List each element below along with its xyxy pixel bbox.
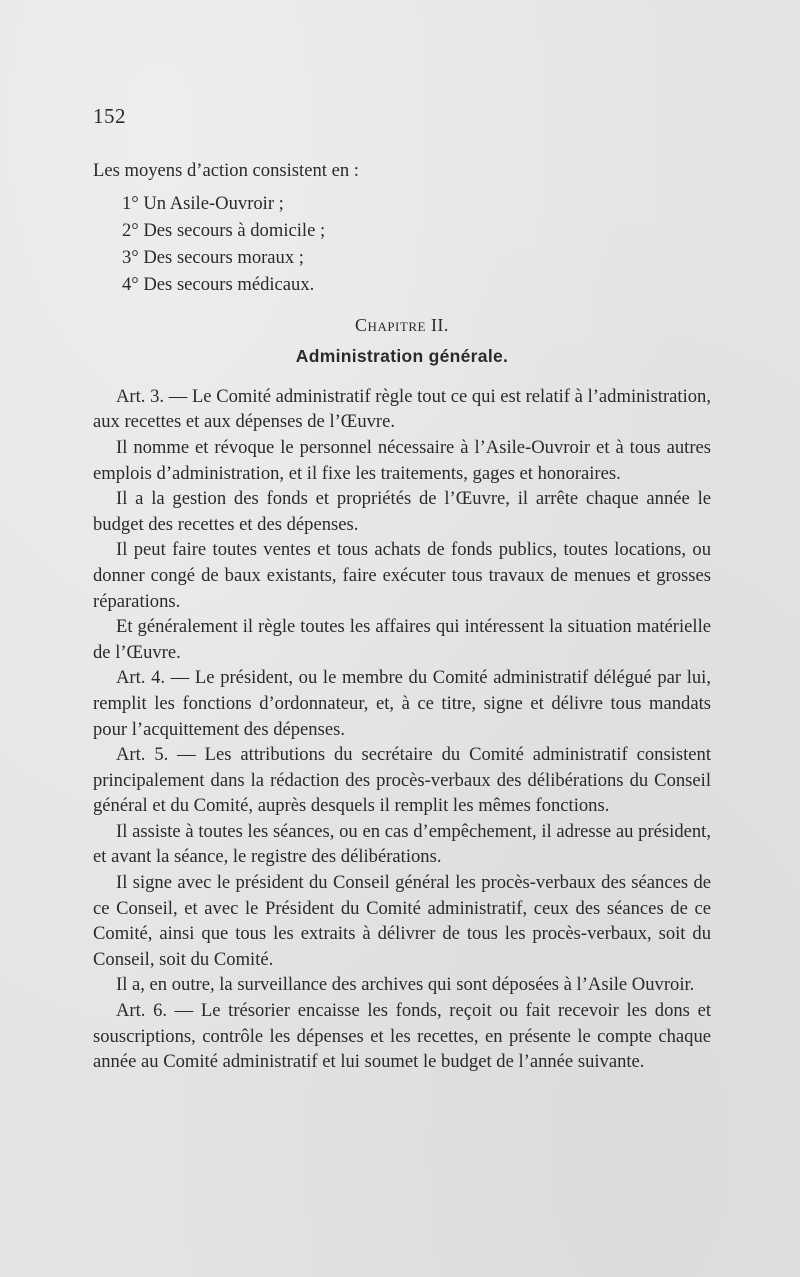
list-item: 4° Des secours médicaux.: [122, 273, 315, 295]
paragraph: Il a, en outre, la surveillance des archives qui sont déposées à l’Asile Ouvroir.: [116, 974, 695, 996]
list-item: 1° Un Asile-Ouvroir ;: [122, 192, 284, 214]
paragraph-art-6: Art. 6. — Le trésorier encaisse les fonds, reçoit ou fait recevoir les dons et souscriptions, contrôle les dépenses et les recettes, en présente le compte chaque année au Comité administratif et lui soumet le budget de l’année suivante.: [93, 1000, 711, 1073]
paragraph: Il nomme et révoque le personnel nécessaire à l’Asile-Ouvroir et à tous autres emplois d’administration, et il fixe les traitements, gages et honoraires.: [93, 436, 711, 484]
paragraph-art-4: Art. 4. — Le président, ou le membre du Comité administratif délégué par lui, remplit les fonctions d’ordonnateur, et, à ce titre, signe et délivre tous mandats pour l’acquittement des dépenses.: [93, 667, 711, 740]
paragraph: Et généralement il règle toutes les affaires qui intéressent la situation matérielle de l’Œuvre.: [93, 616, 711, 663]
intro-line: Les moyens d’action consistent en :: [93, 160, 359, 181]
page-number: 152: [93, 104, 126, 128]
paragraph: Il peut faire toutes ventes et tous achats de fonds publics, toutes locations, ou donner congé de baux existants, faire exécuter tous travaux de menues et grosses réparations.: [93, 539, 711, 612]
section-title: Administration générale.: [295, 346, 509, 367]
page-body: [93, 158, 711, 1075]
paragraph-art-5: Art. 5. — Les attributions du secrétaire du Comité administratif consistent principalement dans la rédaction des procès-verbaux des délibérations du Conseil général et du Comité, auprès desquels il remplit les mêmes fonctions.: [93, 744, 711, 817]
chapter-heading: Chapitre II.: [355, 314, 449, 335]
paragraph: Il assiste à toutes les séances, ou en cas d’empêchement, il adresse au président, et avant la séance, le registre des délibérations.: [93, 820, 711, 868]
list-item: 2° Des secours à domicile ;: [122, 219, 326, 241]
list-item: 3° Des secours moraux ;: [122, 246, 304, 268]
paragraph: Il signe avec le président du Conseil général les procès-verbaux des séances de ce Conseil, et avec le Président du Comité administratif, ceux des séances de ce Comité, ainsi que tous les extraits à délivrer de tous les procès-verbaux, soit du Conseil, soit du Comité.: [93, 872, 711, 970]
means-list: [99, 190, 711, 298]
paragraph-art-3: Art. 3. — Le Comité administratif règle tout ce qui est relatif à l’administration, aux recettes et aux dépenses de l’Œuvre.: [93, 385, 711, 433]
paragraph: Il a la gestion des fonds et propriétés de l’Œuvre, il arrête chaque année le budget des recettes et des dépenses.: [93, 488, 711, 535]
